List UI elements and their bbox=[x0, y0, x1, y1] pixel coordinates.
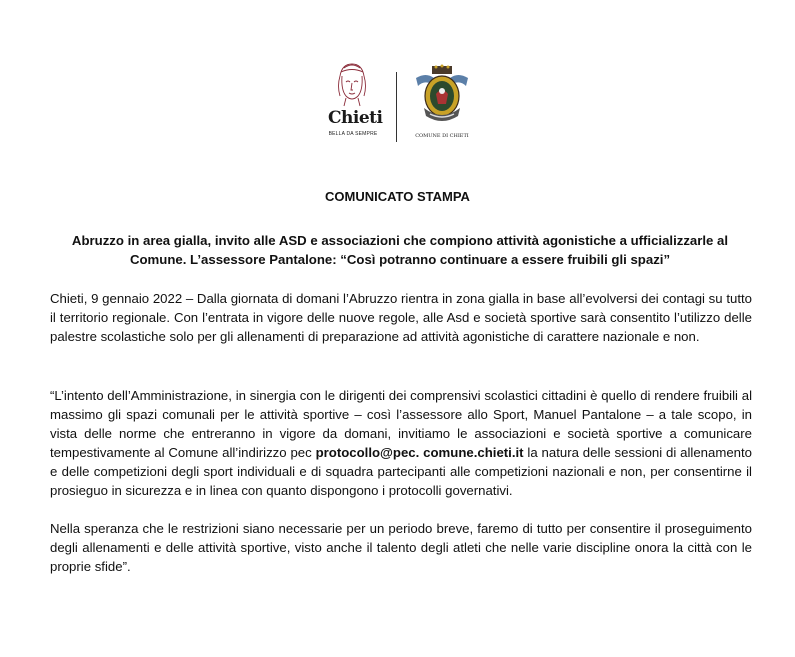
brand-tagline: BELLA DA SEMPRE bbox=[328, 131, 378, 137]
chieti-brand-logo bbox=[320, 62, 386, 148]
document-title: COMUNICATO STAMPA bbox=[325, 189, 470, 204]
face-emblem-icon bbox=[332, 62, 372, 108]
paragraph-quote bbox=[50, 386, 752, 500]
coat-of-arms-icon bbox=[412, 64, 472, 130]
paragraph-quote-continuation: la natura delle sessioni di allenamento e delle competizioni degli sport individuali e di squadra partecipanti alle competizioni nazionali e non, per consentirne il prosieguo in sicurezza e in linea con quanto dispongono i protocolli governativi. bbox=[50, 445, 753, 498]
paragraph-quote-text: “L’intento dell’Amministrazione, in sinergia con le dirigenti dei comprensivi scolastici cittadini è quello di rendere fruibili al massimo gli spazi comunali per le attività sportive – così l’assessore allo Sport, Manuel Pantalone – a tale scopo, in vista delle norme che entreranno in vigore da domani, invitiamo le associazioni e società sportive a comunicare tempestivamente al Comune all’indirizzo pec bbox=[50, 388, 752, 460]
comune-label: COMUNE DI CHIETI bbox=[415, 133, 469, 139]
comune-crest-logo bbox=[404, 62, 480, 148]
logo-divider bbox=[396, 72, 397, 142]
brand-name: Chieti bbox=[328, 108, 383, 128]
header-logo bbox=[320, 62, 480, 148]
paragraph-closing: Nella speranza che le restrizioni siano necessarie per un periodo breve, faremo di tutto per consentire il proseguimento degli allenamenti e delle attività sportive, visto anche il talento degli atleti che nelle varie discipline onora la città con le proprie sfide”. bbox=[50, 521, 752, 574]
paragraph-intro: Chieti, 9 gennaio 2022 – Dalla giornata di domani l’Abruzzo rientra in zona gialla in base all’evolversi dei contagi su tutto il territorio regionale. Con l’entrata in vigore delle nuove regole, alle Asd e società sportive sarà consentito l’utilizzo delle palestre scolastiche solo per gli allenamenti di preparazione ad attività agonistiche di carattere nazionale e non. bbox=[50, 291, 752, 344]
press-headline: Abruzzo in area gialla, invito alle ASD e associazioni che compiono attività agonistiche a ufficializzarle al Comune. L’assessore Pantalone: “Così potranno continuare a essere fruibili gli spazi” bbox=[71, 233, 729, 267]
pec-email-address: protocollo@pec. comune.chieti.it bbox=[315, 445, 524, 460]
